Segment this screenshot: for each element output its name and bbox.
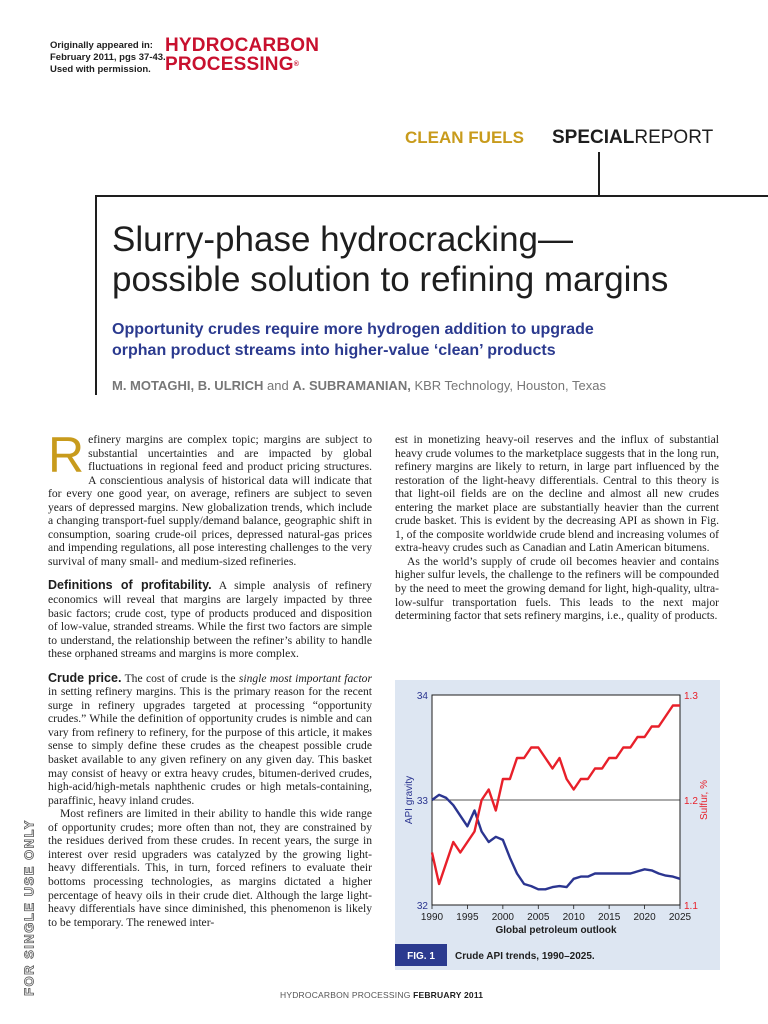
title-line-1: Slurry-phase hydrocracking— [112, 220, 574, 259]
author-names: M. MOTAGHI, B. ULRICH [112, 378, 264, 393]
api-trend-chart [395, 680, 720, 970]
logo-line-2: PROCESSING [165, 54, 294, 75]
x-tick-label: 1990 [420, 912, 444, 923]
subtitle-line-2: orphan product streams into higher-value ‘clean’ products [112, 342, 556, 359]
author-names-2: A. SUBRAMANIAN, [292, 378, 411, 393]
journal-logo [165, 36, 319, 74]
title-line-2: possible solution to refining margins [112, 260, 669, 299]
permission-line: February 2011, pgs 37-43. [50, 52, 166, 63]
special-report-label [552, 127, 713, 149]
article-subtitle [112, 319, 712, 361]
y-left-tick-label: 32 [416, 901, 428, 912]
paragraph-continued: est in monetizing heavy-oil reserves and the influx of substantial heavy crude volumes to the marketplace suggests that in the long run, refinery margins are likely to return, in large part influenced by the restoration of the light-heavy differentials. Central to this theory is that light-oil fields are on the decline and almost all new crudes entering the market place are substantially heavier than the current crude basket. This is evident by the decreasing API as shown in Fig. 1, of the composite worldwide crude blend and increasing volumes of extra-heavy crudes such as Canadian and Latin American bitumens. [395, 433, 719, 555]
paragraph-crude-price: Crude price. The cost of crude is the single most important factor in setting refinery margins. This is the primary reason for the recent surge in refinery upgrades targeted at processing “opportunity crudes.” While the definition of opportunity crudes is nimble and can vary from refinery to refinery, for the purpose of this article, it makes sense to simply define these crudes as the cheapest possible crude basket available to any given refinery on any given day. This basket may consist of heavy or extra heavy crudes, bitumen-derived crudes, high-acid/high-metals naphthenic crudes or high metals-containing, paraffinic, heavy inland crudes. [48, 670, 372, 807]
paragraph-refiners: Most refiners are limited in their ability to handle this wide range of opportunity crudes; more often than not, they are constrained by the residues derived from these crudes. In recent years, the surge in interest over resid upgraders was catalyzed by the growing light-heavy differentials. This, in turn, forced refiners to evaluate their bottoms processing technologies, as margins dictated a higher percentage of heavy oils in their crude diet. Although the large light-heavy differentials have since diminished, this phenomenon is likely to be temporary. The renewed inter- [48, 807, 372, 929]
author-and: and [267, 378, 289, 393]
y-left-tick-label: 33 [416, 796, 428, 807]
registered-mark: ® [293, 61, 300, 68]
title-divider-vertical [95, 195, 97, 395]
drop-cap: R [48, 427, 85, 483]
y-left-tick-label: 34 [416, 691, 428, 702]
x-tick-label: 1995 [456, 912, 479, 923]
x-tick-label: 2015 [598, 912, 621, 923]
y-left-axis-label: API gravity [404, 775, 415, 825]
body-column-right [395, 433, 719, 623]
permission-line: Used with permission. [50, 64, 151, 75]
figure-label: FIG. 1 [407, 951, 435, 962]
paragraph-profitability: Definitions of profitability. A simple analysis of refinery economics will reveal that margins are largely impacted by three basic factors; crude cost, type of products produced and disposition of low-value, stranded streams. While the first two factors are simple to understand, the relationship between the refiner’s ability to handle these orphaned streams and margins is more complex. [48, 578, 372, 661]
usage-stamp-text: FOR SINGLE USE ONLY [21, 819, 37, 996]
section-label: CLEAN FUELS [405, 128, 524, 147]
x-tick-label: 2010 [562, 912, 585, 923]
section-heading-crude-price: Crude price. [48, 670, 122, 685]
y-right-tick-label: 1.2 [684, 796, 698, 807]
x-tick-label: 2005 [527, 912, 550, 923]
logo-line-1: HYDROCARBON [165, 35, 320, 56]
article-title [112, 220, 752, 300]
footer-journal: HYDROCARBON PROCESSING [280, 990, 411, 1000]
special-rest: REPORT [634, 127, 714, 148]
author-affiliation: KBR Technology, Houston, Texas [414, 378, 606, 393]
x-axis-label: Global petroleum outlook [495, 925, 617, 936]
author-line [112, 378, 606, 393]
header-divider-vertical [598, 152, 600, 196]
figure-1 [395, 680, 720, 970]
permission-line: Originally appeared in: [50, 40, 153, 51]
emphasis-text: single most important factor [238, 671, 372, 685]
y-right-tick-label: 1.1 [684, 901, 698, 912]
body-column-left [48, 427, 372, 929]
header-divider-horizontal [95, 195, 768, 197]
y-right-tick-label: 1.3 [684, 691, 698, 702]
usage-stamp [14, 800, 36, 1020]
section-heading-profitability: Definitions of profitability. [48, 578, 212, 593]
paragraph-intro: Refinery margins are complex topic; margins are subject to substantial uncertainties and are impacted by global fluctuations in regional feed and product pricing structures. A conscientious analysis of historical data will indicate that for every one good year, on average, refiners are subject to seven years of depressed margins. New globalization trends, which include a changing transport-fuel supply/demand balance, geographic shift in consumption, soaring crude-oil prices, depressed natural-gas prices and impending regulations, all pose interesting challenges to the very survival of many small- and medium-sized refineries. [48, 427, 372, 568]
x-tick-label: 2020 [633, 912, 656, 923]
permission-note [50, 40, 166, 76]
special-bold: SPECIAL [552, 127, 635, 148]
footer-issue: FEBRUARY 2011 [413, 990, 484, 1000]
subtitle-line-1: Opportunity crudes require more hydrogen addition to upgrade [112, 321, 594, 338]
x-tick-label: 2000 [491, 912, 514, 923]
y-right-axis-label: Sulfur, % [699, 779, 710, 821]
x-tick-label: 2025 [668, 912, 692, 923]
page-footer [280, 990, 483, 1000]
figure-caption: Crude API trends, 1990–2025. [455, 951, 595, 962]
paragraph-supply: As the world’s supply of crude oil becomes heavier and contains higher sulfur levels, the challenge to the refiners will be compounded by the need to meet the growing demand for light, high-quality, ultra-low-sulfur transportation fuels. This leads to the next major determining factor that sets refinery margins, i.e., quality of products. [395, 554, 719, 623]
